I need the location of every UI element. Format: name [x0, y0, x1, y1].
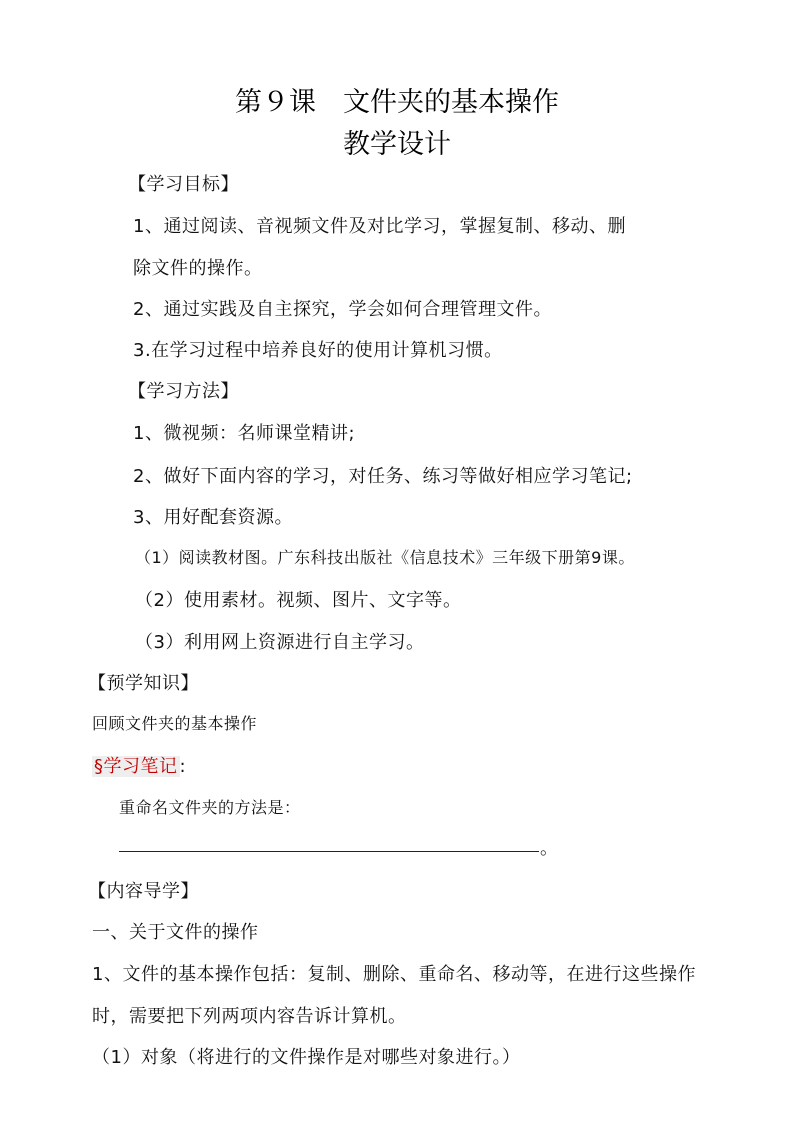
pre-knowledge-heading: 【预学知识】 [88, 673, 199, 694]
method-1: 1、微视频：名师课堂精讲; [133, 423, 356, 444]
lesson-subtitle: 教学设计 [343, 129, 451, 160]
methods-heading: 【学习方法】 [128, 381, 239, 402]
section-1-heading: 一、关于文件的操作 [92, 922, 259, 943]
pre-knowledge-text: 回顾文件夹的基本操作 [92, 714, 258, 733]
resource-2: （2）使用素材。视频、图片、文字等。 [135, 590, 462, 611]
study-note-colon: : [179, 756, 187, 777]
resource-3: （3）利用网上资源进行自主学习。 [135, 632, 425, 653]
answer-blank-period: 。 [540, 838, 558, 859]
goal-3: 3.在学习过程中培养良好的使用计算机习惯。 [133, 340, 503, 361]
goal-1-line-2: 除文件的操作。 [133, 258, 263, 279]
answer-blank-line [119, 851, 539, 852]
method-3: 3、用好配套资源。 [133, 507, 293, 528]
lesson-title: 第９课 文件夹的基本操作 [235, 87, 559, 118]
goals-heading: 【学习目标】 [128, 174, 239, 195]
paragraph-1-line-2: 时，需要把下列两项内容告诉计算机。 [92, 1006, 407, 1027]
goal-2: 2、通过实践及自主探究，学会如何合理管理文件。 [133, 299, 552, 320]
study-note [92, 752, 186, 778]
method-2: 2、做好下面内容的学习，对任务、练习等做好相应学习笔记; [133, 466, 633, 487]
rename-question: 重命名文件夹的方法是： [119, 798, 301, 817]
content-guide-heading: 【内容导学】 [88, 881, 199, 902]
item-1: （1）对象（将进行的文件操作是对哪些对象进行。） [92, 1047, 521, 1068]
paragraph-1-line-1: 1、文件的基本操作包括：复制、删除、重命名、移动等，在进行这些操作 [92, 964, 696, 985]
resource-1: （1）阅读教材图。广东科技出版社《信息技术》三年级下册第9课。 [135, 548, 635, 567]
study-note-label: §学习笔记 [94, 756, 178, 777]
goal-1-line-1: 1、通过阅读、音视频文件及对比学习，掌握复制、移动、删 [133, 216, 626, 237]
